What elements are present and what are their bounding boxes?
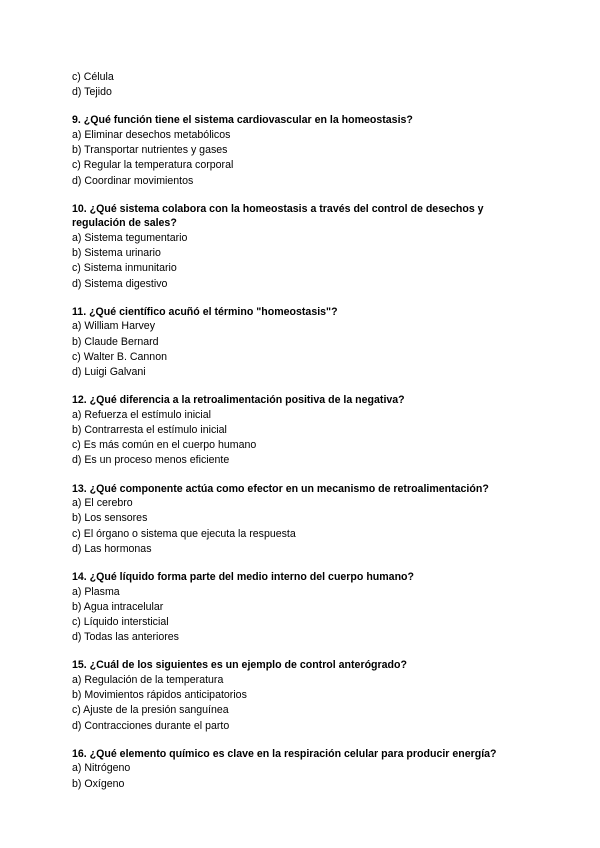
option-text: b) Los sensores bbox=[72, 512, 148, 525]
option-text: c) Walter B. Cannon bbox=[72, 350, 167, 363]
option-text: c) Ajuste de la presión sanguínea bbox=[72, 704, 229, 717]
question-text: 11. ¿Qué científico acuñó el término "homeostasis"? bbox=[72, 305, 338, 318]
option-text: b) Contrarresta el estímulo inicial bbox=[72, 424, 227, 437]
question-text: 10. ¿Qué sistema colabora con la homeostasis a través del control de desechos y regulación de sales? bbox=[72, 202, 484, 230]
question-text: 13. ¿Qué componente actúa como efector en un mecanismo de retroalimentación? bbox=[72, 482, 489, 495]
question-block-9 bbox=[72, 113, 532, 188]
question-text: 9. ¿Qué función tiene el sistema cardiovascular en la homeostasis? bbox=[72, 114, 413, 127]
question-block-16 bbox=[72, 747, 532, 792]
question-text: 16. ¿Qué elemento químico es clave en la respiración celular para producir energía? bbox=[72, 747, 497, 760]
question-text: 14. ¿Qué líquido forma parte del medio interno del cuerpo humano? bbox=[72, 571, 414, 584]
option-text: a) William Harvey bbox=[72, 320, 155, 333]
option-text: d) Luigi Galvani bbox=[72, 366, 146, 379]
option-text: b) Transportar nutrientes y gases bbox=[72, 144, 228, 157]
option-text: a) Plasma bbox=[72, 585, 120, 598]
option-text: c) Sistema inmunitario bbox=[72, 262, 177, 275]
question-block-11 bbox=[72, 305, 532, 380]
question-text: 12. ¿Qué diferencia a la retroalimentación positiva de la negativa? bbox=[72, 394, 405, 407]
option-text: a) Nitrógeno bbox=[72, 762, 131, 775]
option-text: d) Es un proceso menos eficiente bbox=[72, 454, 230, 467]
question-block-14 bbox=[72, 570, 532, 645]
question-text: 15. ¿Cuál de los siguientes es un ejemplo de control anterógrado? bbox=[72, 659, 407, 672]
option-text: c) Regular la temperatura corporal bbox=[72, 159, 234, 172]
option-text: b) Sistema urinario bbox=[72, 247, 161, 260]
continued-options bbox=[72, 70, 532, 100]
option-text: b) Claude Bernard bbox=[72, 335, 159, 348]
option-text: c) Célula bbox=[72, 71, 114, 83]
option-text: a) Eliminar desechos metabólicos bbox=[72, 129, 231, 141]
question-block-12 bbox=[72, 393, 532, 468]
option-text: b) Movimientos rápidos anticipatorios bbox=[72, 689, 247, 702]
option-text: c) Es más común en el cuerpo humano bbox=[72, 439, 257, 452]
question-block-13 bbox=[72, 482, 532, 557]
option-text: a) El cerebro bbox=[72, 497, 133, 510]
option-text: d) Contracciones durante el parto bbox=[72, 719, 230, 732]
option-text: a) Sistema tegumentario bbox=[72, 232, 188, 244]
option-text: b) Oxígeno bbox=[72, 777, 125, 790]
option-text: c) El órgano o sistema que ejecuta la respuesta bbox=[72, 527, 296, 540]
option-text: d) Tejido bbox=[72, 86, 112, 99]
question-block-10 bbox=[72, 202, 532, 292]
option-text: a) Regulación de la temperatura bbox=[72, 674, 224, 687]
question-block-15 bbox=[72, 658, 532, 733]
option-text: d) Coordinar movimientos bbox=[72, 174, 194, 187]
option-text: b) Agua intracelular bbox=[72, 600, 164, 613]
option-text: d) Las hormonas bbox=[72, 542, 152, 555]
option-text: d) Todas las anteriores bbox=[72, 631, 179, 644]
option-text: d) Sistema digestivo bbox=[72, 277, 168, 290]
quiz-page bbox=[72, 70, 532, 792]
option-text: a) Refuerza el estímulo inicial bbox=[72, 408, 211, 421]
option-text: c) Líquido intersticial bbox=[72, 616, 169, 629]
